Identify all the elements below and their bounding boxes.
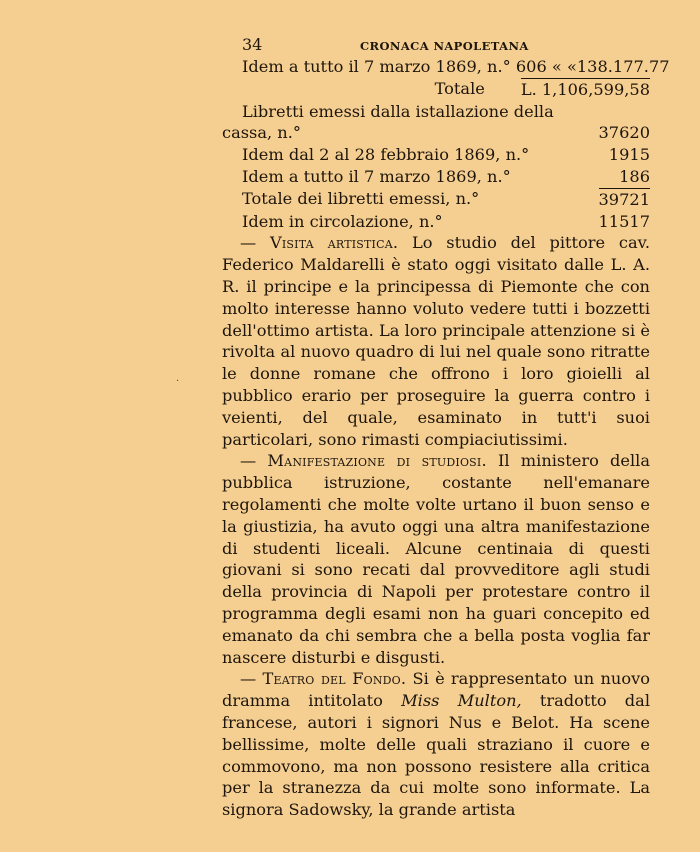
row-label: Idem a tutto il 7 marzo 1869, n.° [242,166,511,186]
table-row [222,211,650,233]
row-value: 138.177.77 [576,57,670,76]
section-title: Manifestazione di studiosi. [267,451,487,471]
em-dash: — [240,669,263,689]
row-value: 186 [619,166,650,186]
row-value: 1915 [608,145,650,165]
play-title: Miss Multon, [401,691,522,711]
row-label: Idem dal 2 al 28 febbraio 1869, n.° [242,145,530,165]
document-page [222,34,670,821]
row-value: 37620 [598,123,650,143]
section-title: Teatro del Fondo. [262,669,407,689]
row-label: Idem a tutto il 7 marzo 1869, n.° 606 « « [242,57,577,76]
row-value: 39721 [598,189,650,209]
row-label: Idem in circolazione, n.° [242,211,443,231]
table-row [222,166,650,188]
totale-row [222,78,650,101]
margin-mark: · [176,376,180,387]
section-text: Si è rappresentato un nuovo dramma intitolato [222,669,650,711]
totale-value: L. 1,106,599,58 [520,79,650,99]
table-row [222,144,650,166]
section-manifestazione [222,450,650,668]
totale-label: Totale [434,78,485,98]
page-number: 34 [242,35,263,54]
table-row-heading: Libretti emessi dalla istallazione della [242,101,554,121]
row-label: cassa, n.° [222,123,301,143]
section-visita-artistica [222,232,650,450]
table-row [222,122,650,144]
em-dash: — [240,233,270,253]
table-row [222,188,650,211]
section-title: Visita artistica. [269,233,399,253]
section-text: Il ministero della pubblica istruzione, costante nell'emanare regolamenti che molte volte urtano il buon senso e la giustizia, ha avuto oggi una altra manifestazione di studenti liceali. Alcune centinaia di questi giovani si sono recati dal provveditore agli studi della provincia di Napoli per protestare contro il programma degli esami non ha guari concepito ed emanato da chi sembra che a bella posta voglia far nascere disturbi e disgusti. [222,451,650,667]
running-title: CRONACA NAPOLETANA [360,39,529,53]
row-label: Totale dei libretti emessi, n.° [242,188,480,208]
em-dash: — [240,451,268,471]
section-teatro-del-fondo [222,668,650,821]
section-text: Lo studio del pittore cav. Federico Maldarelli è stato oggi visitato dalle L. A. R. il principe e la principessa di Piemonte che con molto interesse hanno voluto vedere tutti i bozzetti dell'ottimo artista. La loro principale attenzione si è rivolta al nuovo quadro di lui nel quale sono ritratte le donne romane che offrono i loro gioielli al pubblico erario per proseguire la guerra contro i veienti, del quale, esaminato in tutt'i suoi particolari, sono rimasti compiaciutissimi. [222,233,650,449]
section-text: tradotto dal francese, autori i signori Nus e Belot. Ha scene bellissime, molte delle quali straziano il cuore e commovono, ma non possono resistere alla critica per la stranezza da cui molte sono informate. La signora Sadowsky, la grande artista [222,691,650,820]
table-row [222,56,670,78]
row-value: 11517 [598,211,650,231]
page-header [222,34,650,56]
